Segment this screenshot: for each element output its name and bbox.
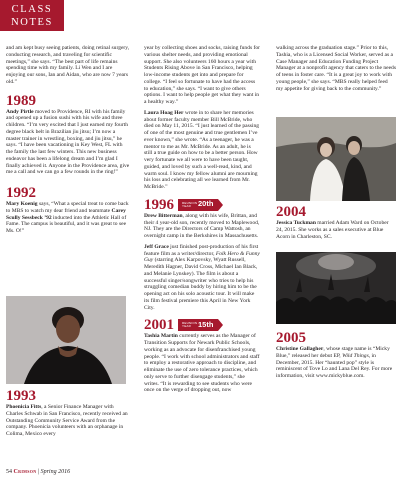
issue-label: Spring 2016 — [40, 469, 71, 475]
year-heading-2005: 2005 — [276, 330, 306, 346]
column-3-bottom — [276, 330, 396, 380]
note-1996-grace: Jeff Grace just finished post-production of his first feature film as a writer/director, Folk Hero & Funny Guy (starring Alex Karpovsky, Wyatt Russell, Meredith Hagner, David Cross, Michael Ian Black, and Melanie Lynskey). The film is about a successful singer/songwriter who tries to help his struggling comedian buddy by hiring him to be the opening act on his solo acoustic tour. It will make its film festival premiere this April in New York City. — [144, 243, 260, 311]
note-1992: Mary Koenig says, “What a special treat to come back to MBS to watch my dear friend and teammate Carey Scully Sessbeck ’92 inducted into the Athletic Hall of Fame. The campus is beautiful, and it was great to see Ms. O!” — [6, 201, 129, 234]
film-title: Folk Hero & Funny Guy — [144, 250, 260, 264]
badge-number: 20th — [198, 199, 214, 209]
badge-number: 15th — [198, 319, 214, 329]
page-number: 54 — [6, 469, 12, 475]
class-notes-banner — [0, 0, 64, 31]
note-2004: Jessica Tuckman married Adam Ward on October 24, 2015. She works as a sales executive at Blue Acorn in Charleston, SC. — [276, 220, 389, 240]
alumni-name: Drew Bitterman — [144, 212, 183, 219]
year-heading-row-1996 — [144, 197, 260, 213]
note-1993-continued: year by collecting shoes and socks, raising funds for various shelter needs, and providing emotional support. She also volunteers 160 hours a year with Students Rising Above in San Francisco, helping low-income students get into and prepare for college. “I feel so fortunate to have had the access to education,” she says. “I want to give others options. I want to help people get what they want in a healthy way.” — [144, 45, 260, 105]
magazine-name: Crimson — [13, 469, 37, 475]
note-2005: Christine Gallagher, whose stage name is “Micky Blue,” released her debut EP, Wild Things, in December, 2015. Her “haunted pop” style is reminiscent of Tove Lo and Lana Del Rey. For more information, visit www.mickyblue.com. — [276, 346, 393, 379]
footer-divider: | — [37, 469, 40, 475]
badge-label: REUNION YEAR — [182, 200, 198, 208]
column-1-bottom — [6, 388, 130, 438]
alumni-name: Laura Hoag Her — [144, 109, 184, 116]
alumni-name: Jessica Tuckman — [276, 220, 316, 226]
year-heading-1993: 1993 — [6, 388, 36, 404]
reunion-year-badge — [178, 199, 218, 211]
reunion-year-badge — [178, 319, 218, 331]
note-1989: Andy Pirtle moved to Providence, RI with his family and opened up a fusion sushi with his wife and three children. “I’m very excited that I just earned my fourth degree black belt in Brazilian jiu jitsu; I’m now a master trainer in wrestling, boxing, and jiu jitsu,” he says. “I have been vacationing in Key West, FL with the family the last few winters. This new business endeavor has been a lifelong dream and I’m glad I finally achieved it. Anyone in the Providence area, give me a call and we can go a few rounds in the ring!” — [6, 108, 130, 176]
column-1 — [6, 45, 130, 235]
year-heading-row-2001 — [144, 317, 260, 333]
note-2001-continued: walking across the graduation stage.” Prior to this, Tashia, who is a Licensed Social Worker, served as a Case Manager and Education Funding Project Manager at a nonprofit agency that caters to the needs of teens in foster care. “It is a great joy to work with young people,” she says. “MBS really helped feed my appetite for giving back to the community.” — [276, 45, 396, 92]
page-footer — [6, 469, 70, 475]
column-3-middle — [276, 204, 396, 240]
alumni-name: Andy Pirtle — [6, 108, 34, 115]
photo-concert-crowd — [276, 252, 396, 324]
year-heading-1996: 1996 — [144, 196, 174, 213]
note-1993: Phoenicia Fitts, a Senior Finance Manager with Charles Schwab in San Francisco, recently received an Outstanding Community Service Award from the company. Phoenicia volunteers with an orphanage in Colima, Mexico every — [6, 404, 128, 437]
portrait-image — [6, 296, 126, 384]
year-heading-1989: 1989 — [6, 92, 36, 109]
wedding-image — [276, 117, 396, 201]
note-laura-hoag-her: Laura Hoag Her wrote in to share her memories about former faculty member Bill McBride, who died on May 11, 2015. “I just learned of the passing of one of the most genuine and true gentlemen I’ve ever known,” she wrote. “As a teenager, he was a mentor to me as Mr. McBride. As an adult, he is still a true guide on how to be a better person. How very fortunate we all were to have been taught, guided, and loved by such a well-read, kind, and warm soul. I know my fellow alumni are mourning his loss and celebrating all we learned from Mr. McBride.” — [144, 109, 260, 190]
note-2001: Tashia Martin currently serves as the Manager of Transition Supports for Newark Public Schools, working as an advocate for disenfranchised young people. “I work with school administrators and staff to employ a restorative approach to discipline, and eliminate the use of zero tolerance practices, which only serve to further disengage students,” she writes. “It is rewarding to see students who were once on the verge of dropping out, now — [144, 333, 260, 394]
banner-line-2: NOTES — [11, 17, 53, 28]
alumni-name: Jeff Grace — [144, 243, 169, 250]
photo-wedding — [276, 117, 396, 201]
concert-image — [276, 252, 396, 324]
year-heading-2001: 2001 — [144, 317, 174, 334]
year-heading-1992: 1992 — [6, 185, 36, 201]
column-3 — [276, 45, 396, 92]
banner-line-1: CLASS — [11, 4, 53, 15]
year-heading-2004: 2004 — [276, 204, 306, 220]
alumni-name: Phoenicia Fitts — [6, 404, 42, 410]
photo-phoenicia-fitts — [6, 296, 126, 384]
note-1979-continued: and am kept busy seeing patients, doing retinal surgery, conducting research, and traveling for scientific meetings,” she says. “The best part of life remains spending time with my family. Li Wen and I are enjoying our sons, Ian and Aidan, who are now 7 years old.” — [6, 45, 130, 85]
alumni-name: Christine Gallagher — [276, 346, 324, 352]
alumni-name: Mary Koenig — [6, 201, 38, 207]
column-2 — [144, 45, 260, 394]
badge-label: REUNION YEAR — [182, 321, 198, 329]
ep-title: Wild Things — [342, 352, 369, 359]
alumni-name: Tashia Martin — [144, 333, 178, 340]
note-1996-bitterman: Drew Bitterman, along with his wife, Brittan, and their 4 year-old son, recently moved to Maplewood, NJ. They are the Directors of Camp Wattosh, an overnight camp in the Berkshires in Massachusetts. — [144, 212, 260, 239]
alumni-name: Carey Scully Sessbeck ’92 — [6, 207, 126, 221]
